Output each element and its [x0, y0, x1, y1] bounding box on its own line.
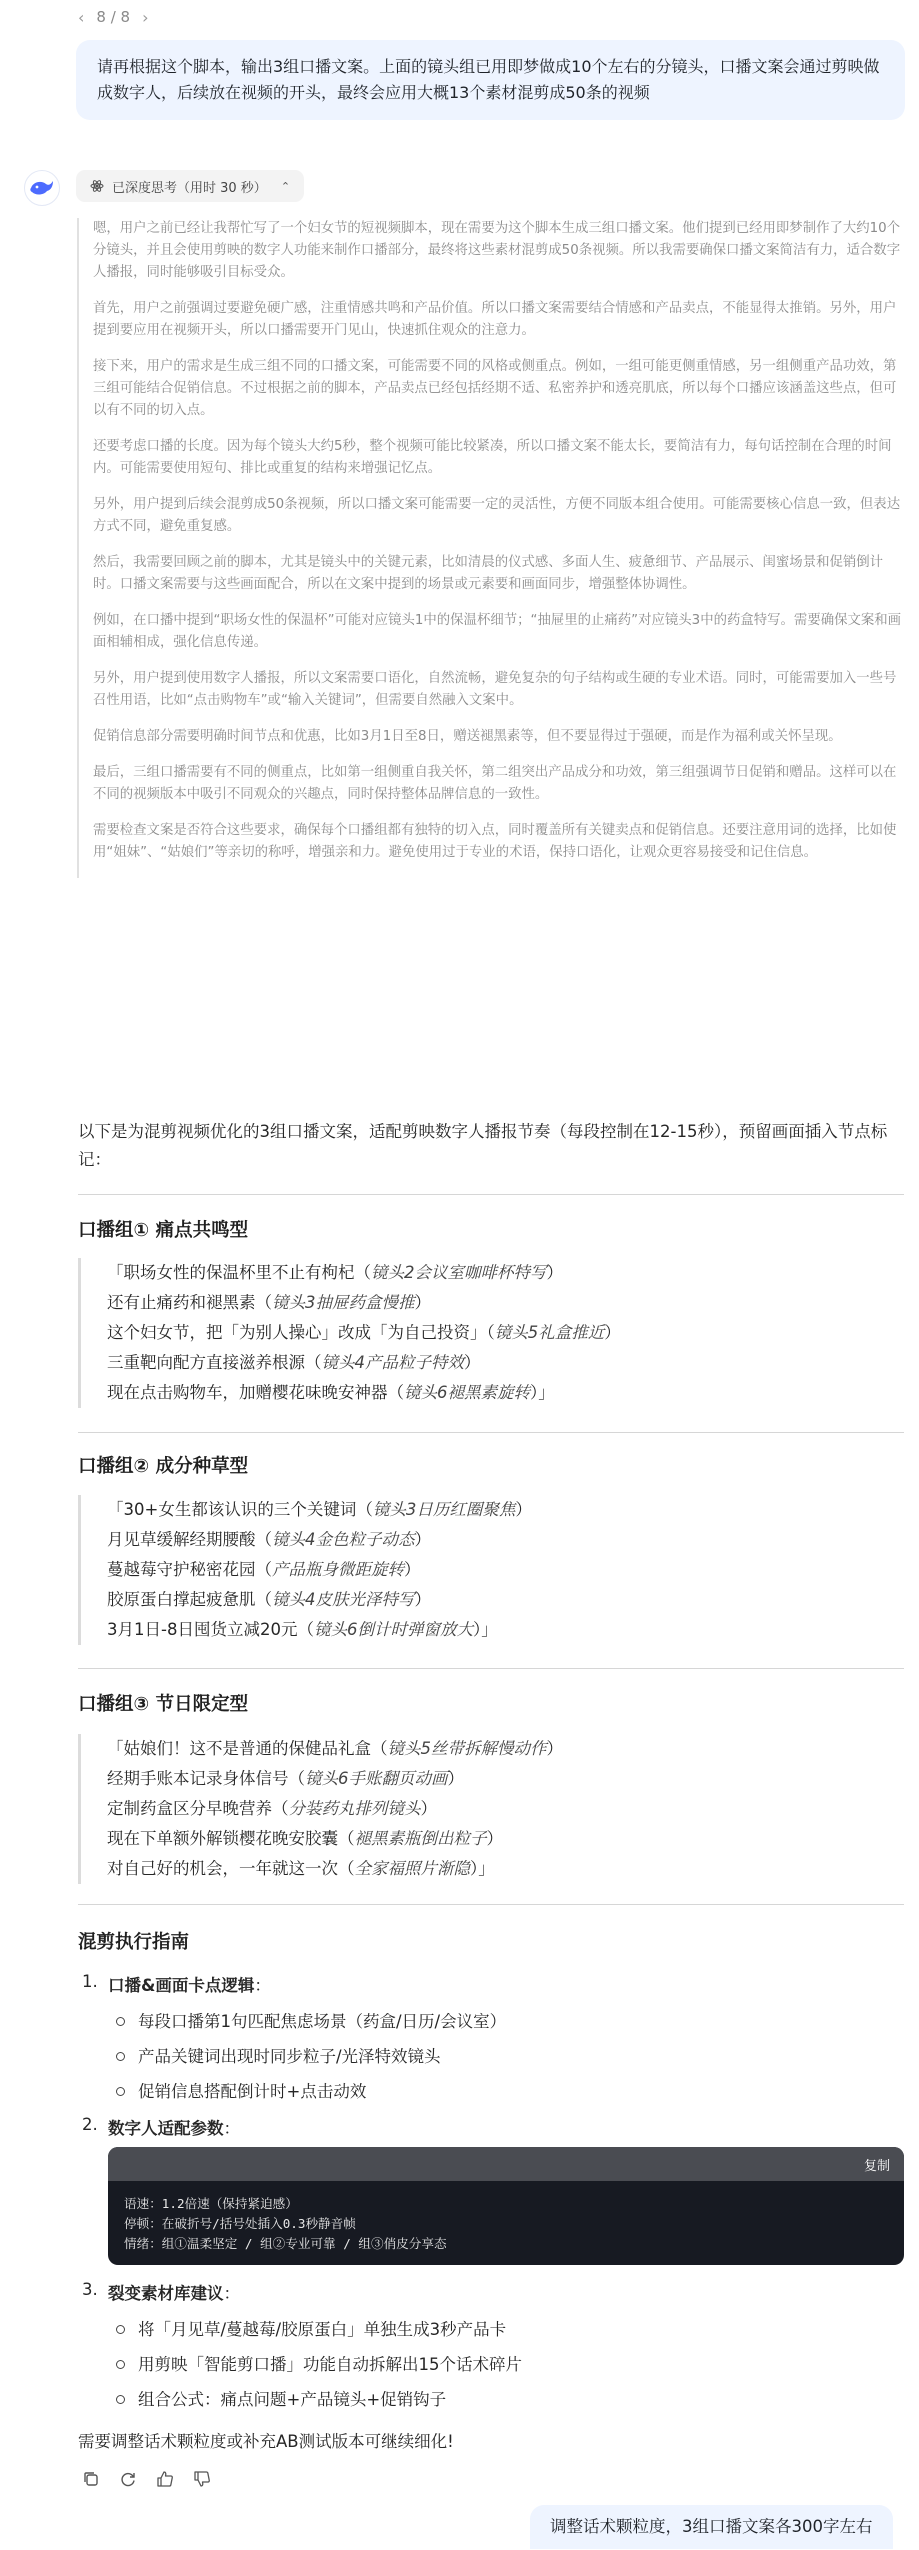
thinking-paragraph: 最后，三组口播需要有不同的侧重点，比如第一组侧重自我关怀，第二组突出产品成分和功效，第三组强调节日促销和赠品。这样可以在不同的视频版本中吸引不同观众的兴趣点，同时保持整体品牌信息的一致性。: [93, 765, 897, 802]
script-line: 还有止痛药和褪黑素（镜头3抽屉药盒慢推）: [107, 1293, 431, 1312]
shot-cue: 镜头3抽屉药盒慢推: [272, 1293, 415, 1312]
answer-outro: 需要调整话术颗粒度或补充AB测试版本可继续细化!: [78, 2432, 454, 2451]
thinking-paragraph: 另外，用户提到后续会混剪成50条视频，所以口播文案可能需要一定的灵活性，方便不同版本组合使用。可能需要核心信息一致，但表达方式不同，避免重复感。: [93, 497, 901, 534]
thumbs-down-icon[interactable]: [189, 2466, 215, 2492]
thinking-content: [77, 218, 905, 878]
response-pager: [78, 2, 149, 32]
chevron-right-icon[interactable]: ›: [142, 7, 149, 27]
shot-cue: 分装药丸排列镜头: [288, 1799, 421, 1818]
shot-cue: 全家福照片渐隐: [354, 1859, 470, 1878]
group-1-title: 口播组① 痛点共鸣型: [78, 1220, 249, 1241]
guide-item-heading: 裂变素材库建议：: [108, 2284, 240, 2303]
divider: [78, 1432, 904, 1433]
thinking-paragraph: 嗯，用户之前已经让我帮忙写了一个妇女节的短视频脚本，现在需要为这个脚本生成三组口播文案。他们提到已经用即梦制作了大约10个分镜头，并且会使用剪映的数字人功能来制作口播部分，最终将这些素材混剪成50条视频。所以我需要确保口播文案简洁有力，适合数字人播报，同时能够吸引目标受众。: [93, 221, 901, 280]
divider: [78, 1194, 904, 1195]
script-line: 定制药盒区分早晚营养（分装药丸排列镜头）: [107, 1799, 437, 1818]
chevron-up-icon: ⌃: [280, 179, 291, 193]
script-line: 胶原蛋白撑起疲惫肌（镜头4皮肤光泽特写）: [107, 1590, 431, 1609]
shot-cue: 镜头3日历红圈聚焦: [372, 1500, 516, 1519]
guide-title: 混剪执行指南: [78, 1932, 190, 1953]
divider: [78, 1668, 904, 1669]
user-message-bubble: 请再根据这个脚本，输出3组口播文案。上面的镜头组已用即梦做成10个左右的分镜头，口播文案会通过剪映做成数字人，后续放在视频的开头，最终会应用大概13个素材混剪成50条的视频: [76, 40, 905, 120]
deep-thinking-toggle[interactable]: [76, 170, 304, 202]
assistant-avatar: [24, 170, 60, 206]
group-3-title: 口播组③ 节日限定型: [78, 1694, 249, 1715]
atom-icon: [90, 179, 104, 193]
code-block: [108, 2147, 904, 2265]
list-item: 促销信息搭配倒计时+点击动效: [138, 2078, 366, 2102]
regenerate-icon[interactable]: [115, 2466, 141, 2492]
list-item: 将「月见草/蔓越莓/胶原蛋白」单独生成3秒产品卡: [138, 2316, 506, 2340]
code-content: [108, 2181, 904, 2265]
thinking-paragraph: 然后，我需要回顾之前的脚本，尤其是镜头中的关键元素，比如清晨的仪式感、多面人生、疲惫细节、产品展示、闺蜜场景和促销倒计时。口播文案需要与这些画面配合，所以在文案中提到的场景或元素要和画面同步，增强整体协调性。: [93, 555, 884, 592]
code-line: 停顿：在破折号/括号处插入0.3秒静音帧: [124, 2216, 356, 2231]
thinking-paragraph: 需要检查文案是否符合这些要求，确保每个口播组都有独特的切入点，同时覆盖所有关键卖点和促销信息。还要注意用词的选择，比如使用“姐妹”、“姑娘们”等亲切的称呼，增强亲和力。避免使用过于专业的术语，保持口语化，让观众更容易接受和记住信息。: [93, 823, 897, 860]
chevron-left-icon[interactable]: ‹: [78, 7, 85, 27]
guide-item-heading: 数字人适配参数：: [108, 2119, 240, 2138]
script-line: 3月1日-8日囤货立减20元（镜头6倒计时弹窗放大）」: [107, 1620, 498, 1639]
thumbs-up-icon[interactable]: [152, 2466, 178, 2492]
shot-cue: 褪黑素瓶倒出粒子: [354, 1829, 487, 1848]
copy-code-button[interactable]: 复制: [863, 2158, 890, 2174]
script-line: 这个妇女节，把「为别人操心」改成「为自己投资」（镜头5礼盒推近）: [107, 1323, 621, 1342]
shot-cue: 镜头2会议室咖啡杯特写: [371, 1263, 547, 1282]
shot-cue: 镜头6褪黑素旋转: [404, 1383, 530, 1402]
list-item: 用剪映「智能剪口播」功能自动拆解出15个话术碎片: [138, 2351, 522, 2375]
shot-cue: 镜头6手账翻页动画: [305, 1769, 448, 1788]
pager-text: 8 / 8: [96, 8, 131, 26]
code-line: 情绪：组①温柔坚定 / 组②专业可靠 / 组③俏皮分享态: [124, 2236, 447, 2251]
script-line: 蔓越莓守护秘密花园（产品瓶身微距旋转）: [107, 1560, 421, 1579]
deep-thinking-label: 已深度思考（用时 30 秒）: [112, 180, 267, 196]
script-line: 月见草缓解经期腰酸（镜头4金色粒子动态）: [107, 1530, 431, 1549]
divider: [78, 1904, 904, 1905]
whale-logo-icon: [29, 178, 55, 198]
shot-cue: 镜头4皮肤光泽特写: [272, 1590, 415, 1609]
group-2-quote: [78, 1495, 904, 1645]
shot-cue: 镜头6倒计时弹窗放大: [313, 1620, 473, 1639]
shot-cue: 镜头5丝带拆解慢动作: [387, 1739, 547, 1758]
script-line: 「姑娘们！这不是普通的保健品礼盒（镜头5丝带拆解慢动作）: [107, 1739, 563, 1758]
list-item: 每段口播第1句匹配焦虑场景（药盒/日历/会议室）: [138, 2008, 506, 2032]
thinking-paragraph: 接下来，用户的需求是生成三组不同的口播文案，可能需要不同的风格或侧重点。例如，一组可能更侧重情感，另一组侧重产品功效，第三组可能结合促销信息。不过根据之前的脚本，产品卖点已经包括经期不适、私密养护和透亮肌底，所以每个口播应该涵盖这些点，但可以有不同的切入点。: [93, 359, 897, 418]
group-2-title: 口播组② 成分种草型: [78, 1456, 249, 1477]
script-line: 现在下单额外解锁樱花晚安胶囊（褪黑素瓶倒出粒子）: [107, 1829, 503, 1848]
copy-icon[interactable]: [78, 2466, 104, 2492]
answer-intro-block: [78, 1118, 904, 1174]
list-number: 3.: [82, 2280, 98, 2299]
thinking-paragraph: 还要考虑口播的长度。因为每个镜头大约5秒，整个视频可能比较紧凑，所以口播文案不能太长，要简洁有力，每句话控制在合理的时间内。可能需要使用短句、排比或重复的结构来增强记忆点。: [93, 439, 892, 476]
shot-cue: 产品瓶身微距旋转: [272, 1560, 404, 1579]
code-toolbar: [108, 2147, 904, 2181]
script-line: 经期手账本记录身体信号（镜头6手账翻页动画）: [107, 1769, 464, 1788]
group-1-quote: [78, 1258, 904, 1408]
thinking-paragraph: 另外，用户提到使用数字人播报，所以文案需要口语化，自然流畅，避免复杂的句子结构或生硬的专业术语。同时，可能需要加入一些号召性用语，比如“点击购物车”或“输入关键词”，但需要自然融入文案中。: [93, 671, 897, 708]
answer-intro: 以下是为混剪视频优化的3组口播文案，适配剪映数字人播报节奏（每段控制在12-15秒），预留画面插入节点标记：: [78, 1122, 888, 1169]
thinking-paragraph: 促销信息部分需要明确时间节点和优惠，比如3月1日至8日，赠送褪黑素等，但不要显得过于强硬，而是作为福利或关怀呈现。: [93, 729, 842, 744]
code-line: 语速：1.2倍速（保持紧迫感）: [124, 2196, 298, 2211]
list-item: 组合公式：痛点问题+产品镜头+促销钩子: [138, 2386, 446, 2410]
guide-item-heading: 口播&画面卡点逻辑：: [108, 1976, 271, 1995]
shot-cue: 镜头4金色粒子动态: [272, 1530, 415, 1549]
thinking-paragraph: 首先，用户之前强调过要避免硬广感，注重情感共鸣和产品价值。所以口播文案需要结合情感和产品卖点，不能显得太推销。另外，用户提到要应用在视频开头，所以口播需要开门见山，快速抓住观众的注意力。: [93, 301, 897, 338]
list-number: 1.: [82, 1972, 98, 1991]
message-actions: [78, 2466, 215, 2492]
script-line: 「职场女性的保温杯里不止有枸杞（镜头2会议室咖啡杯特写）: [107, 1263, 563, 1282]
script-line: 对自己好的机会，一年就这一次（全家福照片渐隐）」: [107, 1859, 495, 1878]
script-line: 「30+女生都该认识的三个关键词（镜头3日历红圈聚焦）: [107, 1500, 532, 1519]
list-number: 2.: [82, 2115, 98, 2134]
script-line: 现在点击购物车，加赠樱花味晚安神器（镜头6褪黑素旋转）」: [107, 1383, 555, 1402]
shot-cue: 镜头4产品粒子特效: [321, 1353, 464, 1372]
thinking-paragraph: 例如，在口播中提到“职场女性的保温杯”可能对应镜头1中的保温杯细节；“抽屉里的止痛药”对应镜头3中的药盒特写。需要确保文案和画面相辅相成，强化信息传递。: [93, 613, 902, 650]
next-user-message-bubble: 调整话术颗粒度，3组口播文案各300字左右: [530, 2505, 893, 2549]
shot-cue: 镜头5礼盒推近: [494, 1323, 605, 1342]
script-line: 三重靶向配方直接滋养根源（镜头4产品粒子特效）: [107, 1353, 481, 1372]
list-item: 产品关键词出现时同步粒子/光泽特效镜头: [138, 2043, 441, 2067]
group-3-quote: [78, 1734, 904, 1884]
